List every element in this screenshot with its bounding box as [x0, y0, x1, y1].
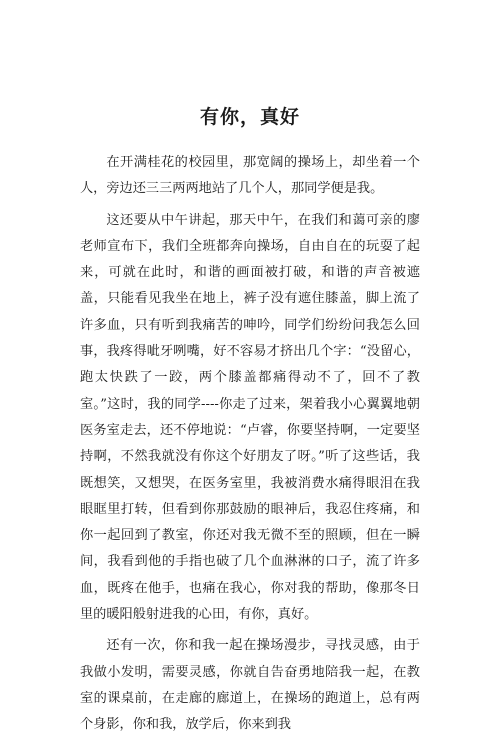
document-title: 有你，真好 [199, 106, 300, 128]
paragraph-1: 在开满桂花的校园里，那宽阔的操场上，却坐着一个人，旁边还三三两两地站了几个人，那同学便是我。 [80, 155, 420, 197]
paragraph-2: 这还要从中午讲起，那天中午，在我们和蔼可亲的廖老师宣布下，我们全班都奔向操场，自由自在的玩耍了起来，可就在此时，和谐的画面被打破，和谐的声音被遮盖，只能看见我坐在地上，裤子没有遮住膝盖，脚上流了许多血，只有听到我痛苦的呻吟，同学们纷纷问我怎么回事，我疼得呲牙咧嘴，好不容易才挤出几个字：“没留心，跑太快跌了一跤，两个膝盖都痛得动不了，回不了教室。”这时，我的同学----你走了过来，架着我小心翼翼地朝医务室走去，还不停地说：“卢睿，你要坚持啊，一定要坚持啊，不然我就没有你这个好朋友了呀。”听了这些话，我既想笑，又想哭，在医务室里，我被消费水痛得眼泪在我眼眶里打转，但看到你那鼓励的眼神后，我忍住疼痛，和你一起回到了教室，你还对我无微不至的照顾，但在一瞬间，我看到他的手指也破了几个血淋淋的口子，流了许多血，既疼在他手，也痛在我心，你对我的帮助，像那冬日里的暖阳般射进我的心田，有你，真好。 [80, 212, 420, 623]
paragraph-3: 还有一次，你和我一起在操场漫步，寻找灵感，由于我做小发明，需要灵感，你就自告奋勇地陪我一起，在教室的课桌前，在走廊的廊道上，在操场的跑道上，总有两个身影，你和我，放学后，你来到我 [80, 638, 420, 733]
